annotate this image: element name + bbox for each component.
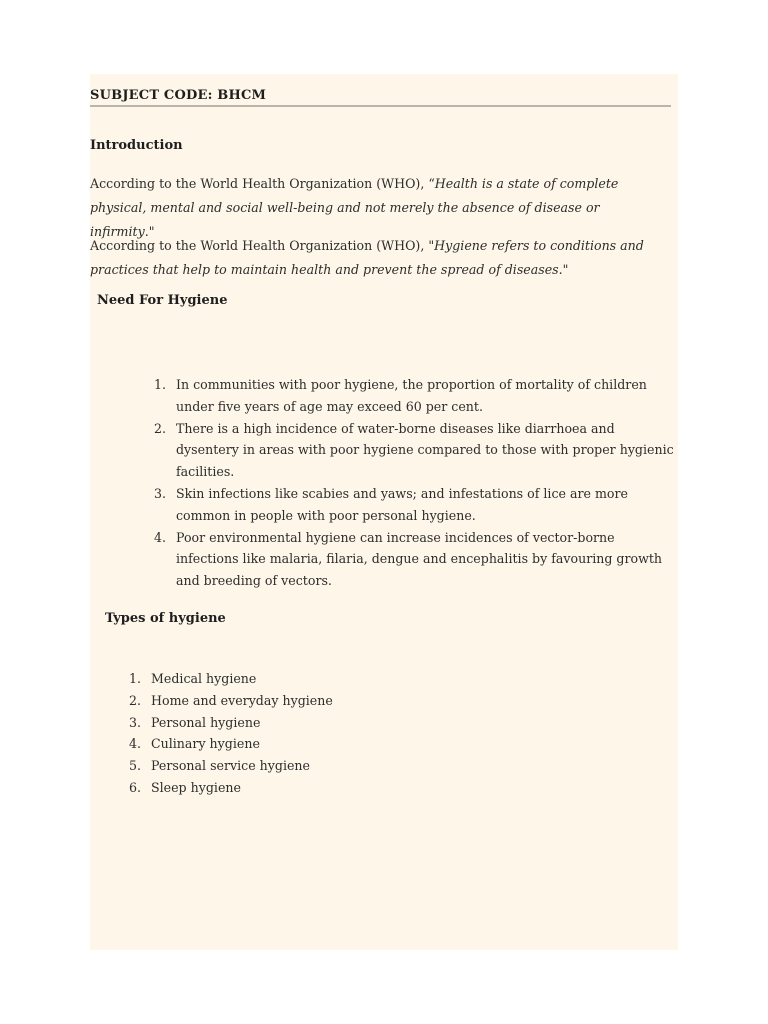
list-item-text: Culinary hygiene <box>151 736 260 752</box>
who-hygiene-quote: Hygiene refers to conditions and practices that help to maintain health and prevent the spread of diseases. <box>90 238 644 277</box>
types-of-hygiene-heading: Types of hygiene <box>105 611 226 626</box>
list-item <box>154 374 678 418</box>
list-item <box>154 418 678 483</box>
list-item <box>154 527 678 592</box>
list-item <box>129 712 551 734</box>
list-number: 2. <box>129 692 142 708</box>
list-item <box>129 777 551 799</box>
list-item-text: In communities with poor hygiene, the proportion of mortality of children under five years of age may exceed 60 per cent. <box>176 377 647 414</box>
list-item-text: Sleep hygiene <box>151 779 241 795</box>
list-item <box>129 755 551 777</box>
need-for-hygiene-list <box>154 374 678 592</box>
types-of-hygiene-list <box>129 668 551 799</box>
list-number: 4. <box>129 736 142 752</box>
list-item-text: Medical hygiene <box>151 671 257 686</box>
paragraph-tail: ." <box>144 224 155 239</box>
list-item-text: Home and everyday hygiene <box>151 692 333 708</box>
paragraph-tail: " <box>562 262 569 277</box>
list-item-text: There is a high incidence of water-borne diseases like diarrhoea and dysentery in areas with poor hygiene compared to those with proper hygienic facilities. <box>176 420 674 480</box>
list-number: 3. <box>129 714 142 730</box>
need-for-hygiene-heading: Need For Hygiene <box>97 293 228 308</box>
introduction-heading: Introduction <box>90 138 183 153</box>
paragraph-lead: According to the World Health Organization (WHO), " <box>90 238 435 253</box>
list-number: 5. <box>129 758 142 774</box>
list-number: 1. <box>154 377 167 392</box>
list-item-text: Personal hygiene <box>151 714 261 730</box>
list-number: 1. <box>129 671 142 686</box>
list-number: 2. <box>154 420 167 436</box>
header-divider <box>90 105 671 107</box>
list-number: 3. <box>154 485 167 501</box>
document-page <box>90 74 678 950</box>
paragraph-lead: According to the World Health Organization (WHO), “ <box>90 176 435 191</box>
list-item-text: Poor environmental hygiene can increase incidences of vector-borne infections like malaria, filaria, dengue and encephalitis by favouring growth and breeding of vectors. <box>176 529 663 589</box>
list-item <box>129 668 551 690</box>
list-item-text: Skin infections like scabies and yaws; and infestations of lice are more common in people with poor personal hygiene. <box>176 485 628 523</box>
list-item <box>154 483 678 527</box>
list-item-text: Personal service hygiene <box>151 758 310 774</box>
list-number: 6. <box>129 779 142 795</box>
introduction-paragraph-2 <box>90 234 662 282</box>
who-health-quote: Health is a state of complete physical, mental and social well-being and not merely the absence of disease or infirmity <box>90 176 619 239</box>
list-item <box>129 690 551 712</box>
subject-code: SUBJECT CODE: BHCM <box>90 88 267 103</box>
list-item <box>129 733 551 755</box>
list-number: 4. <box>154 529 167 545</box>
